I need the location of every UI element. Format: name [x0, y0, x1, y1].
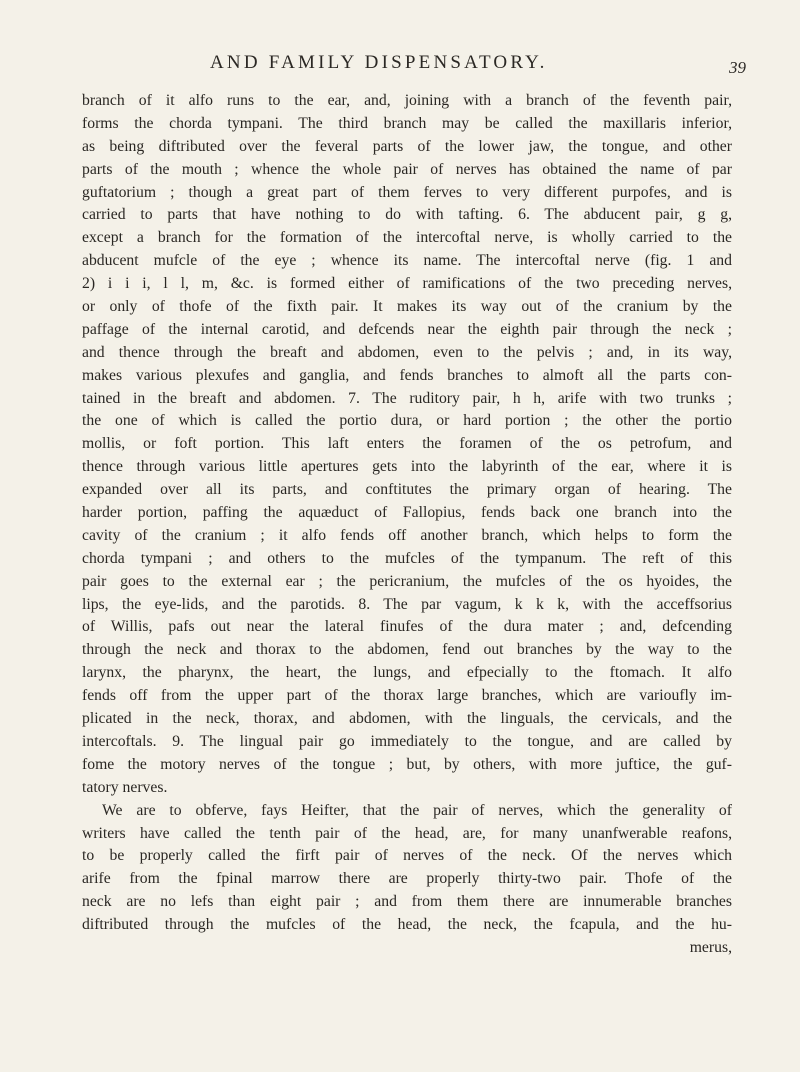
text-line: through the neck and thorax to the abdomen, fend out branches by the way to the — [82, 641, 732, 659]
text-line: lips, the eye-lids, and the parotids. 8. The par vagum, k k k, with the acceffsorius — [82, 595, 732, 613]
text-line: of Willis, pafs out near the lateral finufes of the dura mater ; and, defcending — [82, 618, 732, 636]
running-title: AND FAMILY DISPENSATORY. — [210, 52, 548, 73]
text-line: harder portion, paffing the aquæduct of Fallopius, fends back one branch into the — [82, 504, 732, 522]
text-line: branch of it alfo runs to the ear, and, joining with a branch of the feventh pair, — [82, 92, 732, 109]
running-head — [0, 52, 800, 82]
text-line: makes various plexufes and ganglia, and fends branches to almoft all the parts con- — [82, 366, 732, 384]
text-line: arife from the fpinal marrow there are properly thirty-two pair. Thofe of the — [82, 870, 732, 888]
text-line: pair goes to the external ear ; the pericranium, the mufcles of the os hyoides, the — [82, 572, 732, 590]
text-line: chorda tympani ; and others to the mufcles of the tympanum. The reft of this — [82, 549, 732, 567]
text-line: writers have called the tenth pair of the head, are, for many unanfwerable reafons, — [82, 824, 732, 842]
text-line: tatory nerves. — [82, 778, 168, 796]
text-line: parts of the mouth ; whence the whole pair of nerves has obtained the name of par — [82, 160, 732, 178]
text-line: neck are no lefs than eight pair ; and from them there are innumerable branches — [82, 893, 732, 911]
text-line: carried to parts that have nothing to do with tafting. 6. The abducent pair, g g, — [82, 206, 732, 224]
text-line: fends off from the upper part of the thorax large branches, which are varioufly im- — [82, 687, 732, 705]
text-line: or only of thofe of the fixth pair. It makes its way out of the cranium by the — [82, 298, 732, 316]
text-line: We are to obferve, fays Heifter, that the pair of nerves, which the generality of — [102, 801, 732, 819]
text-line: guftatorium ; though a great part of them ferves to very different purpofes, and is — [82, 183, 732, 201]
text-line: larynx, the pharynx, the heart, the lungs, and efpecially to the ftomach. It alfo — [82, 664, 732, 682]
text-line: fome the motory nerves of the tongue ; but, by others, with more juftice, the guf- — [82, 755, 732, 773]
text-line: and thence through the breaft and abdomen, even to the pelvis ; and, in its way, — [82, 343, 732, 361]
text-line: as being diftributed over the feveral parts of the lower jaw, the tongue, and other — [82, 137, 732, 155]
text-line: forms the chorda tympani. The third branch may be called the maxillaris inferior, — [82, 114, 732, 132]
body-text — [82, 90, 732, 960]
text-line: thence through various little apertures gets into the labyrinth of the ear, where it is — [82, 458, 732, 476]
text-line: expanded over all its parts, and conftitutes the primary organ of hearing. The — [82, 481, 732, 499]
text-line: paffage of the internal carotid, and defcends near the eighth pair through the neck ; — [82, 320, 732, 338]
text-line: plicated in the neck, thorax, and abdomen, with the linguals, the cervicals, and the — [82, 710, 732, 728]
catchword: merus, — [689, 938, 732, 956]
text-line: abducent mufcle of the eye ; whence its name. The intercoftal nerve (fig. 1 and — [82, 252, 732, 270]
page-number: 39 — [729, 58, 746, 77]
text-line: mollis, or foft portion. This laft enters the foramen of the os petrofum, and — [82, 435, 732, 453]
text-line: 2) i i i, l l, m, &c. is formed either of ramifications of the two preceding nerves, — [82, 275, 732, 293]
text-line: diftributed through the mufcles of the head, the neck, the fcapula, and the hu- — [82, 916, 732, 934]
text-line: except a branch for the formation of the intercoftal nerve, is wholly carried to the — [82, 229, 732, 247]
text-line: tained in the breaft and abdomen. 7. The ruditory pair, h h, arife with two trunks ; — [82, 389, 732, 407]
text-line: to be properly called the firft pair of nerves of the neck. Of the nerves which — [82, 847, 732, 865]
text-line: cavity of the cranium ; it alfo fends off another branch, which helps to form the — [82, 526, 732, 544]
text-line: the one of which is called the portio dura, or hard portion ; the other the portio — [82, 412, 732, 430]
text-line: intercoftals. 9. The lingual pair go immediately to the tongue, and are called by — [82, 732, 732, 750]
